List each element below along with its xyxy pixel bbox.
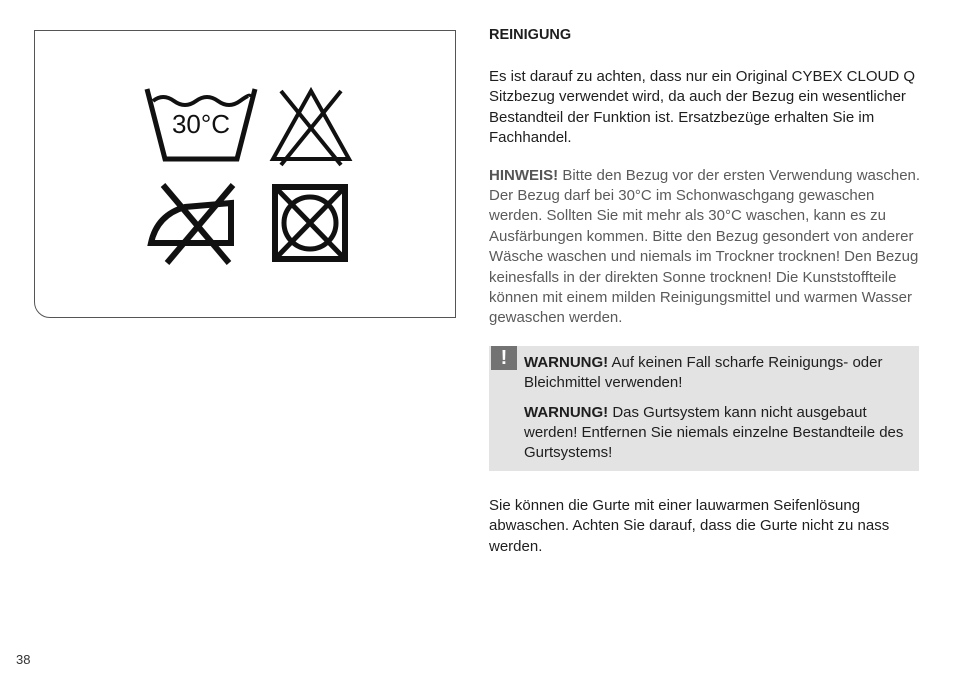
hint-lead: HINWEIS! <box>489 166 559 184</box>
text-column <box>489 25 921 557</box>
hint-paragraph <box>489 166 921 329</box>
warning-box <box>489 346 919 471</box>
no-bleach-icon <box>269 85 353 167</box>
warning-lead: WARNUNG! <box>524 353 609 371</box>
belts-paragraph: Sie können die Gurte mit einer lauwarmen Seifenlösung abwaschen. Achten Sie darauf, dass die Gurte nicht zu nass werden. <box>489 496 890 555</box>
warning-item <box>524 403 907 463</box>
no-tumble-dry-icon <box>271 183 349 263</box>
care-symbols-panel <box>34 30 456 318</box>
hint-text: Bitte den Bezug vor der ersten Verwendung waschen. Der Bezug darf bei 30°C im Schonwaschgang gewaschen werden. Sollten Sie mit mehr als 30°C waschen, kann es zu Ausfärbungen kommen. Bitte den Bezug gesondert von anderer Wäsche waschen und niemals im Trockner trocknen! Den Bezug keinesfalls in der direkten Sonne trocknen! Die Kunststoffteile können mit einem milden Reinigungsmittel und warmen Wasser gewaschen werden. <box>489 166 921 327</box>
warning-icon: ! <box>491 346 517 370</box>
warning-text: Das Gurtsystem kann nicht ausgebaut werden! Entfernen Sie niemals einzelne Bestandteile des Gurtsystems! <box>524 403 904 461</box>
wash-30-icon <box>143 85 259 165</box>
page-number: 38 <box>16 652 31 667</box>
warning-item <box>524 353 907 393</box>
section-heading: REINIGUNG <box>489 27 572 43</box>
warning-text: Auf keinen Fall scharfe Reinigungs- oder Bleichmittel verwenden! <box>524 353 883 391</box>
intro-paragraph: Es ist darauf zu achten, dass nur ein Original CYBEX CLOUD Q Sitzbezug verwendet wird, da auch der Bezug ein wesentlicher Bestandteil der Funktion ist. Ersatzbezüge erhalten Sie im Fachhandel. <box>489 68 916 147</box>
no-iron-icon <box>145 181 245 267</box>
wash-temp-label: 30°C <box>171 109 231 139</box>
warning-lead: WARNUNG! <box>524 403 609 421</box>
